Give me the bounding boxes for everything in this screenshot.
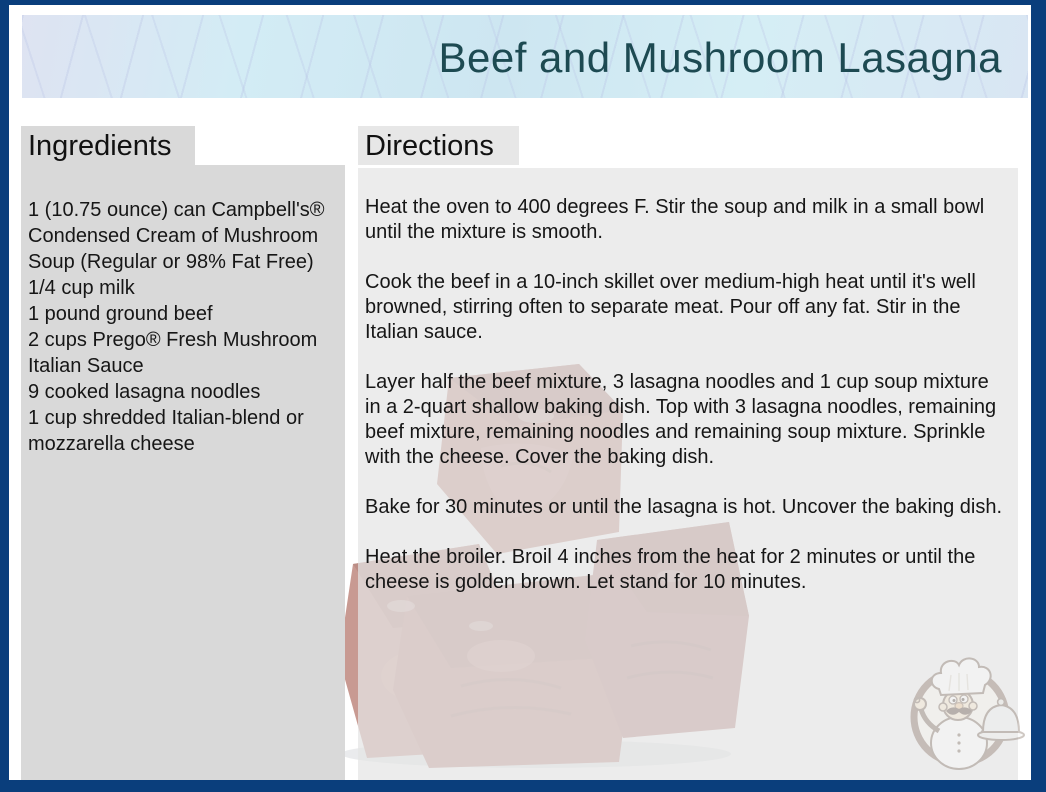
ingredient-item: 9 cooked lasagna noodles <box>28 381 261 403</box>
chef-watermark-icon <box>897 647 1029 777</box>
direction-step: Heat the broiler. Broil 4 inches from the heat for 2 minutes or until the cheese is golden brown. Let stand for 10 minutes. <box>365 546 976 593</box>
ingredients-heading: Ingredients <box>21 126 195 165</box>
ingredient-item: 1 (10.75 ounce) can Campbell's® Condensed Cream of Mushroom Soup (Regular or 98% Fat Free) <box>28 199 325 273</box>
directions-heading: Directions <box>358 126 519 165</box>
direction-step: Layer half the beef mixture, 3 lasagna noodles and 1 cup soup mixture in a 2-quart shallow baking dish. Top with 3 lasagna noodles, remaining beef mixture, remaining noodles and remaining soup mixture. Sprinkle with the cheese. Cover the baking dish. <box>365 371 997 468</box>
direction-step: Cook the beef in a 10-inch skillet over medium-high heat until it's well browned, stirring often to separate meat. Pour off any fat. Stir in the Italian sauce. <box>365 271 976 343</box>
ingredient-item: 1 pound ground beef <box>28 303 213 325</box>
recipe-title: Beef and Mushroom Lasagna <box>438 34 1002 81</box>
direction-step: Bake for 30 minutes or until the lasagna is hot. Uncover the baking dish. <box>365 496 1003 518</box>
title-banner <box>22 15 1028 98</box>
ingredient-item: 1 cup shredded Italian-blend or mozzarella cheese <box>28 407 304 455</box>
ingredients-list <box>21 165 345 780</box>
page-content <box>9 5 1031 780</box>
direction-step: Heat the oven to 400 degrees F. Stir the soup and milk in a small bowl until the mixture is smooth. <box>365 196 985 243</box>
ingredient-item: 1/4 cup milk <box>28 277 135 299</box>
ingredient-item: 2 cups Prego® Fresh Mushroom Italian Sauce <box>28 329 318 377</box>
